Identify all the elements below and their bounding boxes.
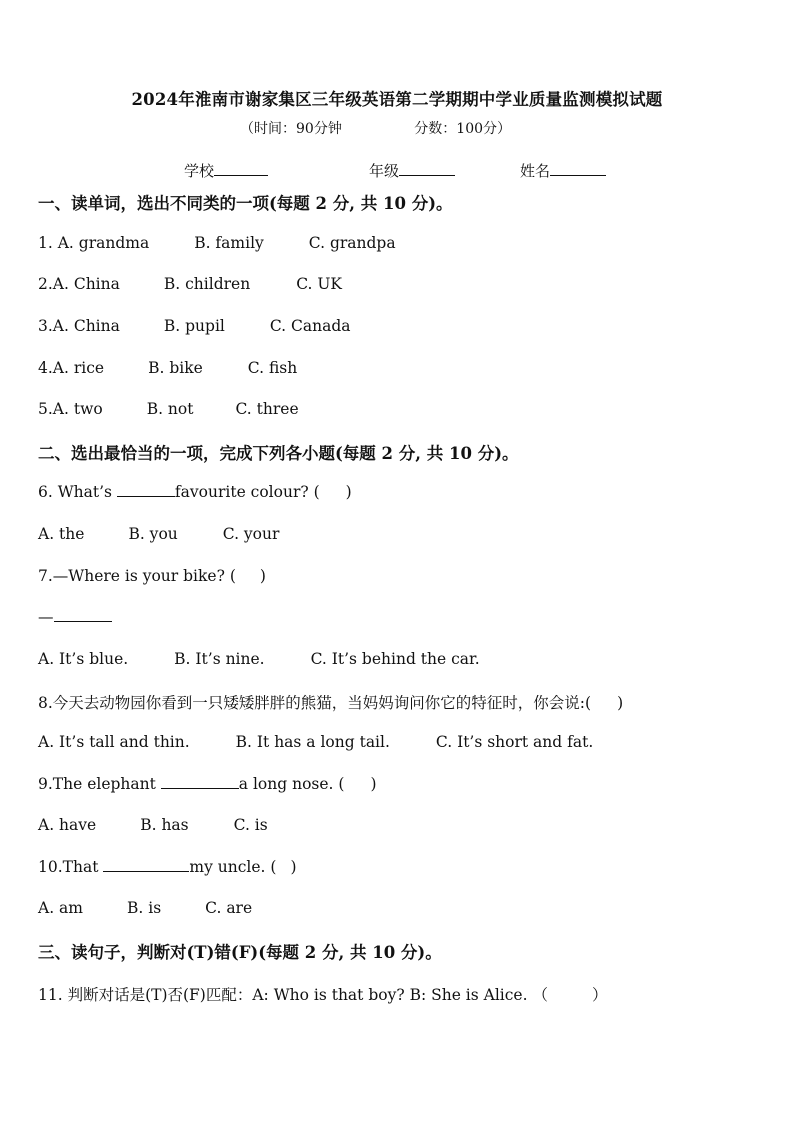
exam-meta xyxy=(240,118,511,138)
q6-answer-blank[interactable] xyxy=(117,496,175,497)
name-blank[interactable] xyxy=(550,175,606,176)
page-title: 2024年淮南市谢家集区三年级英语第二学期期中学业质量监测模拟试题 xyxy=(131,90,663,109)
q7-stem: 7.—Where is your bike? ( xyxy=(38,567,236,585)
question-7 xyxy=(38,567,266,585)
q6-stem-start: 6. What’s xyxy=(38,483,117,501)
q9-paren-close: ) xyxy=(370,775,377,793)
question-8-options xyxy=(38,733,593,751)
q10-option-c[interactable]: C. are xyxy=(205,899,253,917)
q3-option-c[interactable]: C. Canada xyxy=(269,317,351,335)
q9-option-c[interactable]: C. is xyxy=(233,816,268,834)
q10-answer-blank[interactable] xyxy=(103,871,189,872)
q8-option-a[interactable]: A. It’s tall and thin. xyxy=(38,733,190,751)
q9-option-b[interactable]: B. has xyxy=(140,816,189,834)
q9-answer-blank[interactable] xyxy=(161,788,239,789)
q4-number: 4. xyxy=(38,359,53,377)
section-2-title: 二、选出最恰当的一项，完成下列各小题(每题 2 分, 共 10 分)。 xyxy=(38,444,519,463)
school-label: 学校 xyxy=(184,162,215,180)
q1-option-a[interactable]: A. grandma xyxy=(57,234,150,252)
question-10-options xyxy=(38,899,252,917)
q8-stem: 8.今天去动物园你看到一只矮矮胖胖的熊猫，当妈妈询问你它的特征时，你会说:( xyxy=(38,694,592,712)
question-7-options xyxy=(38,650,480,668)
time-label: （时间：90分钟 xyxy=(240,121,342,137)
question-10 xyxy=(38,858,297,876)
question-4 xyxy=(38,359,297,377)
q8-option-c[interactable]: C. It’s short and fat. xyxy=(435,733,594,751)
q7-dash: — xyxy=(38,608,54,626)
q8-paren-close: ) xyxy=(617,694,624,712)
q3-option-a[interactable]: A. China xyxy=(52,317,120,335)
name-field[interactable] xyxy=(520,160,606,181)
question-2 xyxy=(38,275,342,293)
q3-number: 3. xyxy=(38,317,53,335)
question-11 xyxy=(38,983,607,1005)
question-8 xyxy=(38,691,623,713)
q7-option-a[interactable]: A. It’s blue. xyxy=(38,650,129,668)
q5-number: 5. xyxy=(38,400,53,418)
question-5 xyxy=(38,400,299,418)
school-blank[interactable] xyxy=(214,175,268,176)
q6-paren-close: ) xyxy=(345,483,352,501)
school-field[interactable] xyxy=(184,160,268,181)
q6-option-b[interactable]: B. you xyxy=(128,525,178,543)
q1-option-b[interactable]: B. family xyxy=(194,234,264,252)
section-3-title: 三、读句子，判断对(T)错(F)(每题 2 分, 共 10 分)。 xyxy=(38,943,442,962)
q2-option-b[interactable]: B. children xyxy=(163,275,251,293)
q10-paren-close: ) xyxy=(290,858,297,876)
q4-option-b[interactable]: B. bike xyxy=(148,359,203,377)
question-9 xyxy=(38,775,377,793)
q7-option-b[interactable]: B. It’s nine. xyxy=(174,650,265,668)
question-7-response xyxy=(38,608,112,626)
q10-stem-start: 10.That xyxy=(38,858,104,876)
q10-option-b[interactable]: B. is xyxy=(127,899,162,917)
q10-option-a[interactable]: A. am xyxy=(38,899,83,917)
q9-stem-start: 9.The elephant xyxy=(38,775,161,793)
q2-number: 2. xyxy=(38,275,53,293)
q6-stem-end: favourite colour? ( xyxy=(174,483,320,501)
q5-option-c[interactable]: C. three xyxy=(235,400,299,418)
q2-option-c[interactable]: C. UK xyxy=(296,275,342,293)
question-6 xyxy=(38,483,352,501)
q7-paren-close: ) xyxy=(259,567,266,585)
q5-option-b[interactable]: B. not xyxy=(146,400,194,418)
question-6-options xyxy=(38,525,279,543)
q10-stem-end: my uncle. ( xyxy=(189,858,277,876)
grade-blank[interactable] xyxy=(399,175,455,176)
section-1-title: 一、读单词，选出不同类的一项(每题 2 分, 共 10 分)。 xyxy=(38,194,453,213)
q6-option-c[interactable]: C. your xyxy=(222,525,280,543)
q7-option-c[interactable]: C. It’s behind the car. xyxy=(310,650,480,668)
score-label: 分数：100分） xyxy=(414,121,512,137)
q9-option-a[interactable]: A. have xyxy=(38,816,97,834)
q6-option-a[interactable]: A. the xyxy=(38,525,85,543)
q1-number: 1. xyxy=(38,234,58,252)
q11-paren-close: ） xyxy=(591,986,608,1004)
q4-option-c[interactable]: C. fish xyxy=(247,359,298,377)
q8-option-b[interactable]: B. It has a long tail. xyxy=(235,733,390,751)
q7-answer-blank[interactable] xyxy=(54,621,112,622)
grade-field[interactable] xyxy=(369,160,455,181)
grade-label: 年级 xyxy=(369,162,400,180)
q2-option-a[interactable]: A. China xyxy=(52,275,120,293)
q1-option-c[interactable]: C. grandpa xyxy=(308,234,396,252)
question-3 xyxy=(38,317,351,335)
question-1 xyxy=(38,234,396,252)
q5-option-a[interactable]: A. two xyxy=(52,400,103,418)
q3-option-b[interactable]: B. pupil xyxy=(163,317,225,335)
question-9-options xyxy=(38,816,268,834)
q4-option-a[interactable]: A. rice xyxy=(52,359,105,377)
q11-stem: 11. 判断对话是(T)否(F)匹配：A: Who is that boy? B: She is Alice. （ xyxy=(38,986,548,1004)
q9-stem-end: a long nose. ( xyxy=(238,775,345,793)
name-label: 姓名 xyxy=(520,162,551,180)
